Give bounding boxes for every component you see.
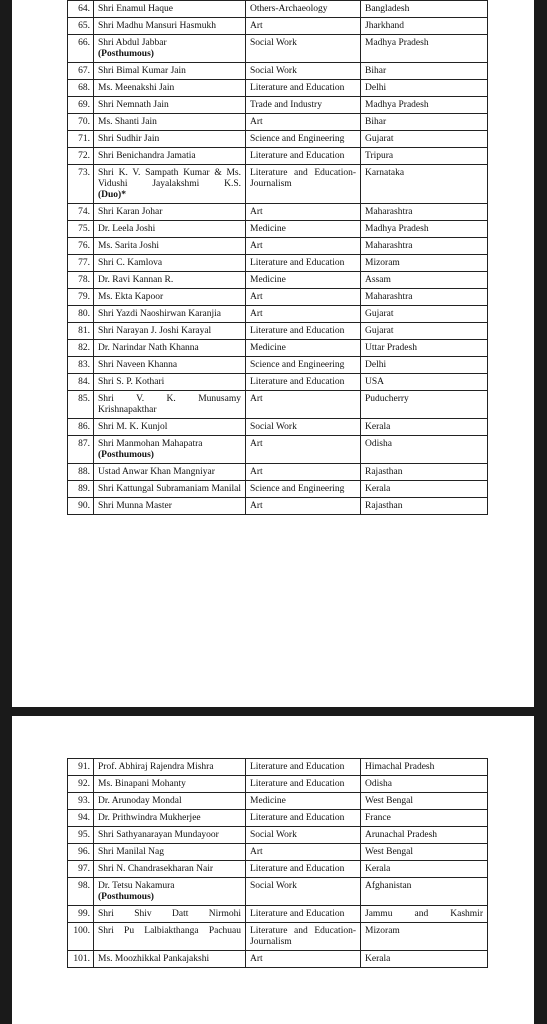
awardee-name xyxy=(94,238,246,255)
awardee-name-text: Shri M. K. Kunjol xyxy=(98,422,168,432)
awardee-note: (Posthumous) xyxy=(98,49,154,59)
serial-number: 94. xyxy=(68,810,94,827)
state-country: Karnataka xyxy=(361,165,488,204)
state-country: Kerala xyxy=(361,951,488,968)
table-row xyxy=(68,759,488,776)
awardee-name-text: Shri N. Chandrasekharan Nair xyxy=(98,864,214,874)
state-country: Madhya Pradesh xyxy=(361,221,488,238)
state-country: West Bengal xyxy=(361,844,488,861)
awardee-name-text: Shri V. K. Munusamy Krishnapakthar xyxy=(98,394,241,415)
state-country: Rajasthan xyxy=(361,498,488,515)
table-row xyxy=(68,204,488,221)
award-field: Art xyxy=(246,238,361,255)
award-field: Literature and Education-Journalism xyxy=(246,165,361,204)
awardee-name-text: Dr. Tetsu Nakamura xyxy=(98,881,175,891)
table-row xyxy=(68,793,488,810)
awardee-name-text: Shri Narayan J. Joshi Karayal xyxy=(98,326,212,336)
state-country: Madhya Pradesh xyxy=(361,35,488,63)
state-country: Bangladesh xyxy=(361,1,488,18)
award-field: Art xyxy=(246,114,361,131)
award-field: Social Work xyxy=(246,63,361,80)
awardee-name-text: Shri Abdul Jabbar xyxy=(98,38,167,48)
awardee-name xyxy=(94,776,246,793)
state-country: Arunachal Pradesh xyxy=(361,827,488,844)
awardee-name xyxy=(94,481,246,498)
award-field: Science and Engineering xyxy=(246,131,361,148)
awardee-name-text: Shri Nemnath Jain xyxy=(98,100,169,110)
awardee-name xyxy=(94,289,246,306)
awardee-name-text: Shri Bimal Kumar Jain xyxy=(98,66,186,76)
serial-number: 83. xyxy=(68,357,94,374)
awardees-table-2 xyxy=(67,758,488,968)
awardee-name xyxy=(94,204,246,221)
awardee-name-text: Shri Sathyanarayan Mundayoor xyxy=(98,830,219,840)
award-field: Literature and Education xyxy=(246,374,361,391)
awardee-name xyxy=(94,759,246,776)
awardee-name xyxy=(94,306,246,323)
serial-number: 79. xyxy=(68,289,94,306)
state-country: Odisha xyxy=(361,436,488,464)
table-row xyxy=(68,481,488,498)
serial-number: 76. xyxy=(68,238,94,255)
award-field: Art xyxy=(246,498,361,515)
table-row xyxy=(68,951,488,968)
awardee-name xyxy=(94,221,246,238)
table-row xyxy=(68,255,488,272)
awardee-name-text: Shri S. P. Kothari xyxy=(98,377,165,387)
serial-number: 93. xyxy=(68,793,94,810)
table-row xyxy=(68,35,488,63)
awardee-name xyxy=(94,827,246,844)
serial-number: 78. xyxy=(68,272,94,289)
state-country: West Bengal xyxy=(361,793,488,810)
awardee-name xyxy=(94,114,246,131)
award-field: Medicine xyxy=(246,793,361,810)
table-row xyxy=(68,844,488,861)
awardee-name xyxy=(94,793,246,810)
award-field: Art xyxy=(246,289,361,306)
awardee-name-text: Shri K. V. Sampath Kumar & Ms. Vidushi Jayalakshmi K.S. xyxy=(98,168,241,189)
table-row xyxy=(68,810,488,827)
awardee-name-text: Shri Shiv Datt Nirmohi xyxy=(98,909,241,919)
state-country: Kerala xyxy=(361,861,488,878)
serial-number: 88. xyxy=(68,464,94,481)
state-country: Gujarat xyxy=(361,323,488,340)
table-row xyxy=(68,165,488,204)
award-field: Art xyxy=(246,844,361,861)
table-row xyxy=(68,114,488,131)
state-country: Assam xyxy=(361,272,488,289)
state-country: Bihar xyxy=(361,63,488,80)
serial-number: 100. xyxy=(68,923,94,951)
awardee-name xyxy=(94,951,246,968)
state-country: France xyxy=(361,810,488,827)
table-row xyxy=(68,391,488,419)
table-row xyxy=(68,436,488,464)
award-field: Art xyxy=(246,306,361,323)
award-field: Literature and Education xyxy=(246,810,361,827)
awardee-name xyxy=(94,323,246,340)
awardee-name-text: Ms. Shanti Jain xyxy=(98,117,157,127)
awardee-name xyxy=(94,844,246,861)
table-row xyxy=(68,63,488,80)
award-field: Social Work xyxy=(246,35,361,63)
state-country: Odisha xyxy=(361,776,488,793)
award-field: Medicine xyxy=(246,272,361,289)
awardee-name-text: Shri Pu Lalbiakthanga Pachuau xyxy=(98,926,241,936)
awardee-name-text: Ustad Anwar Khan Mangniyar xyxy=(98,467,215,477)
awardee-name xyxy=(94,861,246,878)
award-field: Art xyxy=(246,204,361,221)
awardee-name-text: Shri Naveen Khanna xyxy=(98,360,178,370)
serial-number: 101. xyxy=(68,951,94,968)
awardee-name-text: Shri Madhu Mansuri Hasmukh xyxy=(98,21,216,31)
awardee-name xyxy=(94,272,246,289)
awardee-name-text: Shri Munna Master xyxy=(98,501,172,511)
awardee-name-text: Shri Kattungal Subramaniam Manilal xyxy=(98,484,241,494)
serial-number: 67. xyxy=(68,63,94,80)
table-row xyxy=(68,498,488,515)
awardee-name xyxy=(94,391,246,419)
awardee-name-text: Shri Enamul Haque xyxy=(98,4,173,14)
state-country: Mizoram xyxy=(361,255,488,272)
table-row xyxy=(68,419,488,436)
awardee-name-text: Shri Sudhir Jain xyxy=(98,134,160,144)
serial-number: 74. xyxy=(68,204,94,221)
serial-number: 81. xyxy=(68,323,94,340)
serial-number: 72. xyxy=(68,148,94,165)
serial-number: 70. xyxy=(68,114,94,131)
awardee-name xyxy=(94,97,246,114)
table-row xyxy=(68,906,488,923)
serial-number: 85. xyxy=(68,391,94,419)
awardee-name xyxy=(94,810,246,827)
award-field: Literature and Education xyxy=(246,148,361,165)
table-row xyxy=(68,289,488,306)
table-row xyxy=(68,374,488,391)
awardee-name xyxy=(94,419,246,436)
awardee-name-text: Shri Manmohan Mahapatra xyxy=(98,439,203,449)
award-field: Literature and Education xyxy=(246,776,361,793)
awardee-name xyxy=(94,1,246,18)
state-country: USA xyxy=(361,374,488,391)
awardee-name xyxy=(94,63,246,80)
awardee-name-text: Shri Benichandra Jamatia xyxy=(98,151,196,161)
table-row xyxy=(68,878,488,906)
award-field: Art xyxy=(246,951,361,968)
state-country: Madhya Pradesh xyxy=(361,97,488,114)
table-row xyxy=(68,1,488,18)
awardee-name xyxy=(94,923,246,951)
table-row xyxy=(68,131,488,148)
serial-number: 64. xyxy=(68,1,94,18)
table-row xyxy=(68,323,488,340)
award-field: Science and Engineering xyxy=(246,357,361,374)
awardee-name-text: Dr. Arunoday Mondal xyxy=(98,796,182,806)
awardee-name xyxy=(94,80,246,97)
award-field: Art xyxy=(246,464,361,481)
serial-number: 65. xyxy=(68,18,94,35)
awardee-name-text: Shri Yazdi Naoshirwan Karanjia xyxy=(98,309,221,319)
awardee-name-text: Ms. Ekta Kapoor xyxy=(98,292,164,302)
award-field: Social Work xyxy=(246,419,361,436)
awardee-name xyxy=(94,436,246,464)
serial-number: 77. xyxy=(68,255,94,272)
table-row xyxy=(68,80,488,97)
awardee-name-text: Prof. Abhiraj Rajendra Mishra xyxy=(98,762,214,772)
table-row xyxy=(68,306,488,323)
table-row xyxy=(68,464,488,481)
state-country: Jharkhand xyxy=(361,18,488,35)
awardee-note: (Posthumous) xyxy=(98,450,154,460)
table-row xyxy=(68,97,488,114)
awardee-name-text: Ms. Meenakshi Jain xyxy=(98,83,175,93)
serial-number: 86. xyxy=(68,419,94,436)
serial-number: 91. xyxy=(68,759,94,776)
serial-number: 96. xyxy=(68,844,94,861)
award-field: Trade and Industry xyxy=(246,97,361,114)
serial-number: 80. xyxy=(68,306,94,323)
serial-number: 97. xyxy=(68,861,94,878)
award-field: Art xyxy=(246,436,361,464)
award-field: Medicine xyxy=(246,221,361,238)
awardee-name-text: Dr. Prithwindra Mukherjee xyxy=(98,813,201,823)
state-country: Uttar Pradesh xyxy=(361,340,488,357)
state-country: Tripura xyxy=(361,148,488,165)
table-row xyxy=(68,861,488,878)
awardee-name-text: Shri Manilal Nag xyxy=(98,847,164,857)
award-field: Literature and Education xyxy=(246,80,361,97)
awardee-name xyxy=(94,255,246,272)
serial-number: 84. xyxy=(68,374,94,391)
table-row xyxy=(68,148,488,165)
awardee-name-text: Ms. Binapani Mohanty xyxy=(98,779,186,789)
table-row xyxy=(68,340,488,357)
awardee-name xyxy=(94,148,246,165)
table-row xyxy=(68,18,488,35)
state-country: Bihar xyxy=(361,114,488,131)
state-country: Afghanistan xyxy=(361,878,488,906)
awardee-name xyxy=(94,340,246,357)
serial-number: 99. xyxy=(68,906,94,923)
award-field: Art xyxy=(246,391,361,419)
state-country: Gujarat xyxy=(361,131,488,148)
award-field: Literature and Education xyxy=(246,759,361,776)
document-page-1 xyxy=(12,0,534,707)
state-country: Puducherry xyxy=(361,391,488,419)
table-row xyxy=(68,776,488,793)
awardee-note: (Duo)* xyxy=(98,190,126,200)
award-field: Literature and Education-Journalism xyxy=(246,923,361,951)
serial-number: 73. xyxy=(68,165,94,204)
serial-number: 90. xyxy=(68,498,94,515)
awardee-name xyxy=(94,498,246,515)
award-field: Literature and Education xyxy=(246,906,361,923)
awardee-name xyxy=(94,18,246,35)
awardee-name xyxy=(94,464,246,481)
awardee-name-text: Dr. Leela Joshi xyxy=(98,224,156,234)
awardee-note: (Posthumous) xyxy=(98,892,154,902)
award-field: Social Work xyxy=(246,878,361,906)
serial-number: 95. xyxy=(68,827,94,844)
awardees-table-1 xyxy=(67,0,488,515)
table-row xyxy=(68,272,488,289)
awardee-name-text: Shri Karan Johar xyxy=(98,207,163,217)
state-country: Mizoram xyxy=(361,923,488,951)
award-field: Literature and Education xyxy=(246,255,361,272)
awardee-name xyxy=(94,906,246,923)
table-row xyxy=(68,238,488,255)
serial-number: 75. xyxy=(68,221,94,238)
state-country: Kerala xyxy=(361,481,488,498)
state-country: Himachal Pradesh xyxy=(361,759,488,776)
awardee-name-text: Dr. Narindar Nath Khanna xyxy=(98,343,199,353)
award-field: Art xyxy=(246,18,361,35)
document-page-2 xyxy=(12,716,534,1024)
award-field: Others-Archaeology xyxy=(246,1,361,18)
serial-number: 66. xyxy=(68,35,94,63)
award-field: Literature and Education xyxy=(246,323,361,340)
awardee-name xyxy=(94,878,246,906)
award-field: Literature and Education xyxy=(246,861,361,878)
awardee-name-text: Ms. Moozhikkal Pankajakshi xyxy=(98,954,210,964)
serial-number: 89. xyxy=(68,481,94,498)
table-row xyxy=(68,923,488,951)
state-country: Maharashtra xyxy=(361,289,488,306)
serial-number: 68. xyxy=(68,80,94,97)
state-country: Rajasthan xyxy=(361,464,488,481)
award-field: Medicine xyxy=(246,340,361,357)
state-country: Gujarat xyxy=(361,306,488,323)
state-country: Jammu and Kashmir xyxy=(361,906,488,923)
state-country: Delhi xyxy=(361,80,488,97)
awardee-name-text: Shri C. Kamlova xyxy=(98,258,163,268)
awardee-name xyxy=(94,131,246,148)
awardee-name xyxy=(94,357,246,374)
serial-number: 98. xyxy=(68,878,94,906)
state-country: Maharashtra xyxy=(361,204,488,221)
awardee-name xyxy=(94,374,246,391)
state-country: Delhi xyxy=(361,357,488,374)
state-country: Kerala xyxy=(361,419,488,436)
serial-number: 87. xyxy=(68,436,94,464)
table-row xyxy=(68,827,488,844)
awardee-name-text: Ms. Sarita Joshi xyxy=(98,241,159,251)
table-row xyxy=(68,357,488,374)
award-field: Science and Engineering xyxy=(246,481,361,498)
awardee-name-text: Dr. Ravi Kannan R. xyxy=(98,275,174,285)
serial-number: 82. xyxy=(68,340,94,357)
awardee-name xyxy=(94,35,246,63)
awardee-name xyxy=(94,165,246,204)
serial-number: 92. xyxy=(68,776,94,793)
table-row xyxy=(68,221,488,238)
award-field: Social Work xyxy=(246,827,361,844)
state-country: Maharashtra xyxy=(361,238,488,255)
serial-number: 69. xyxy=(68,97,94,114)
serial-number: 71. xyxy=(68,131,94,148)
